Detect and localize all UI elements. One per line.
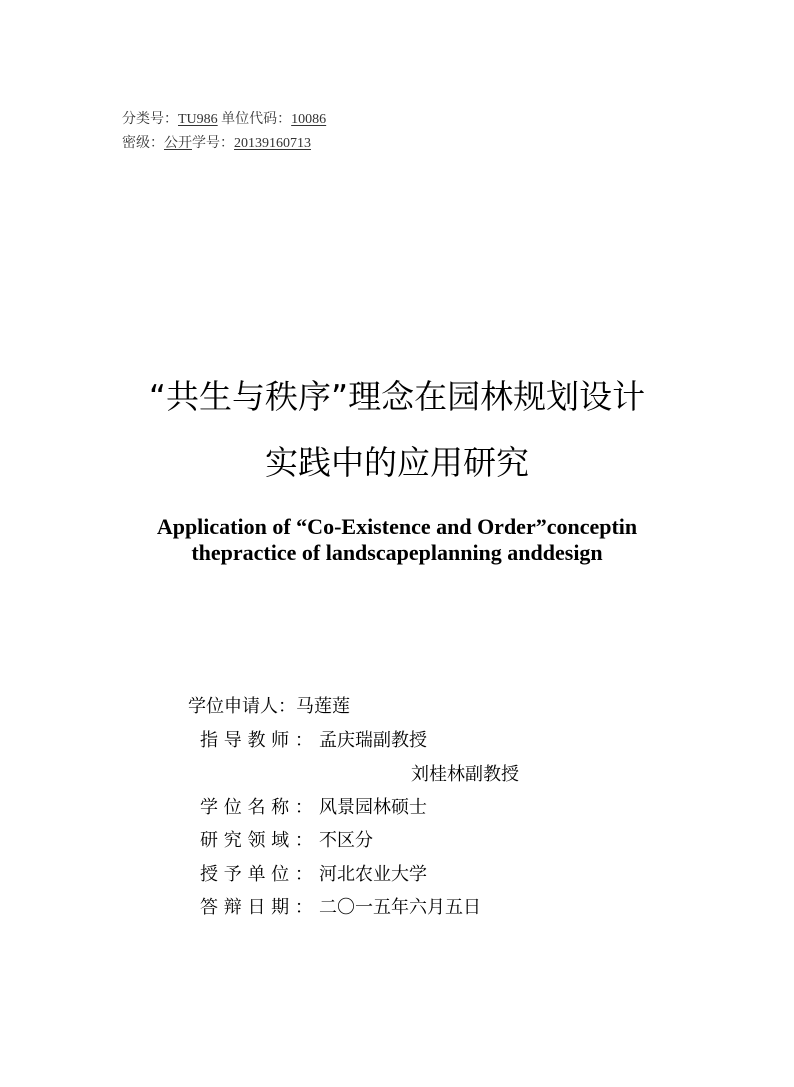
degree-value: 风景园林硕士: [319, 797, 427, 818]
meta-line-classification: [122, 108, 326, 128]
student-id-label: 学号：: [192, 136, 234, 151]
unit-code-label: 单位代码：: [221, 112, 292, 127]
english-title-line-1: Application of “Co-Existence and Order”conceptin: [156, 514, 638, 539]
applicant-value: 马莲莲: [296, 696, 350, 717]
defense-label: 答 辩 日 期 ：: [200, 897, 313, 918]
degree-label: 学 位 名 称 ：: [200, 797, 313, 818]
classification-value: TU986: [178, 112, 218, 127]
info-row-advisor: [200, 730, 427, 752]
english-title-line-2: thepractice of landscapeplanning anddesign: [191, 540, 603, 565]
classification-label: 分类号：: [122, 112, 178, 127]
chinese-title-line-1: “共生与秩序”理念在园林规划设计: [148, 377, 646, 416]
meta-line-secrecy: [122, 132, 311, 152]
field-value: 不区分: [319, 830, 373, 851]
grantor-value: 河北农业大学: [319, 864, 427, 885]
advisor-value-2: 刘桂林副教授: [411, 764, 519, 785]
info-row-degree: [200, 797, 427, 819]
field-label: 研 究 领 域 ：: [200, 830, 313, 851]
chinese-title-line-2: 实践中的应用研究: [265, 443, 529, 482]
unit-code-value: 10086: [291, 112, 327, 127]
info-row-advisor-2: [411, 764, 519, 786]
defense-value: 二〇一五年六月五日: [319, 897, 481, 918]
info-row-field: [200, 830, 373, 852]
grantor-label: 授 予 单 位 ：: [200, 864, 313, 885]
applicant-label: 学位申请人：: [188, 696, 296, 717]
secrecy-value: 公开: [164, 136, 192, 151]
secrecy-label: 密级：: [122, 136, 164, 151]
info-row-applicant: [188, 696, 350, 718]
info-row-defense-date: [200, 897, 481, 919]
student-id-value: 20139160713: [234, 136, 311, 151]
advisor-value-1: 孟庆瑞副教授: [319, 730, 427, 751]
advisor-label: 指 导 教 师 ：: [200, 730, 313, 751]
info-row-grantor: [200, 864, 427, 886]
